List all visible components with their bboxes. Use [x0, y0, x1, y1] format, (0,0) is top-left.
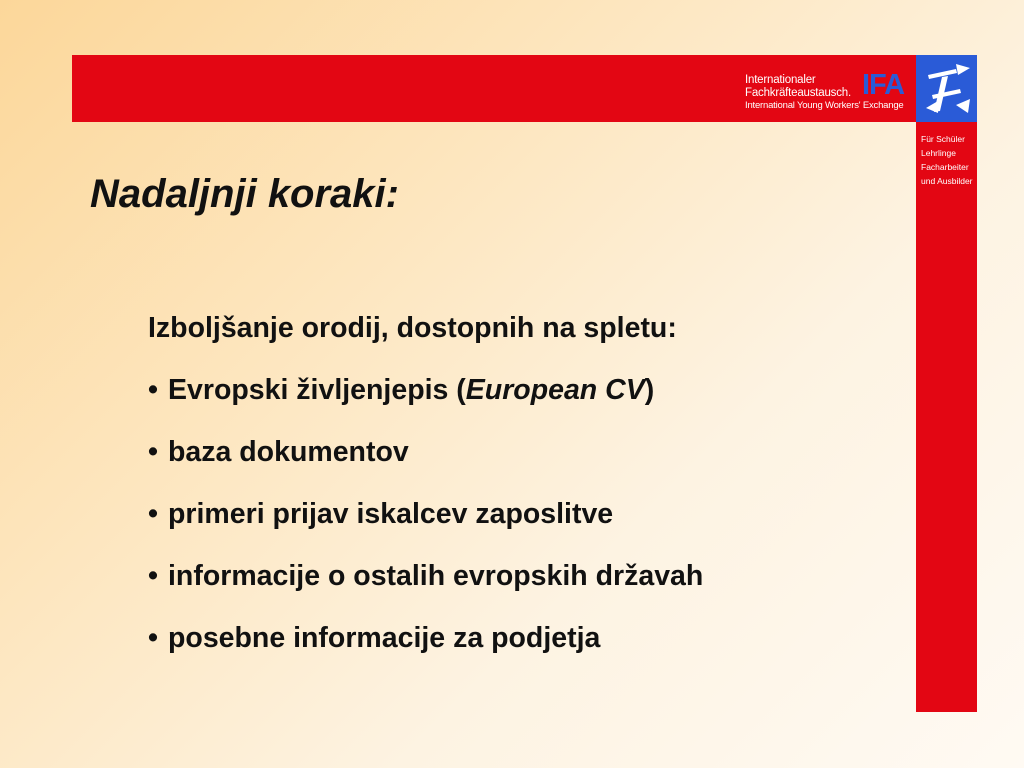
- lead-text: Izboljšanje orodij, dostopnih na spletu:: [148, 312, 677, 344]
- audience-item: Für Schüler: [921, 134, 965, 144]
- bullet-text-italic: European CV: [465, 374, 645, 406]
- org-name-english: International Young Workers' Exchange: [745, 100, 904, 111]
- bullet-item-documents: [148, 432, 888, 472]
- bullet-text: posebne informacije za podjetja: [168, 622, 601, 654]
- slide-content: [148, 308, 888, 680]
- audience-item: Facharbeiter: [921, 162, 969, 172]
- audience-item: und Ausbilder: [921, 176, 973, 186]
- audience-item: Lehrlinge: [921, 148, 956, 158]
- sidebar-red-bar: [916, 122, 977, 712]
- bullet-dot: •: [148, 374, 158, 406]
- bullet-dot: •: [148, 436, 158, 468]
- arrows-icon: [916, 55, 977, 122]
- bullet-text: baza dokumentov: [168, 436, 409, 468]
- audience-list: [921, 132, 973, 188]
- bullet-list: [148, 370, 888, 658]
- org-name-line2: Fachkräfteaustausch.: [745, 87, 851, 99]
- slide-title: Nadaljnji koraki:: [90, 172, 399, 216]
- bullet-dot: •: [148, 622, 158, 654]
- bullet-text: informacije o ostalih evropskih državah: [168, 560, 704, 592]
- bullet-dot: •: [148, 498, 158, 530]
- bullet-item-countries: [148, 556, 888, 596]
- org-name-line1: Internationaler: [745, 74, 816, 86]
- bullet-text: primeri prijav iskalcev zaposlitve: [168, 498, 614, 530]
- bullet-item-european-cv: [148, 370, 888, 410]
- bullet-item-companies: [148, 618, 888, 658]
- ifa-logo-text: IFA: [862, 69, 905, 101]
- bullet-text: Evropski življenjepis (: [168, 374, 466, 406]
- bullet-item-applications: [148, 494, 888, 534]
- bullet-text: ): [644, 374, 655, 406]
- bullet-dot: •: [148, 560, 158, 592]
- ifa-logo-emblem: [916, 55, 977, 122]
